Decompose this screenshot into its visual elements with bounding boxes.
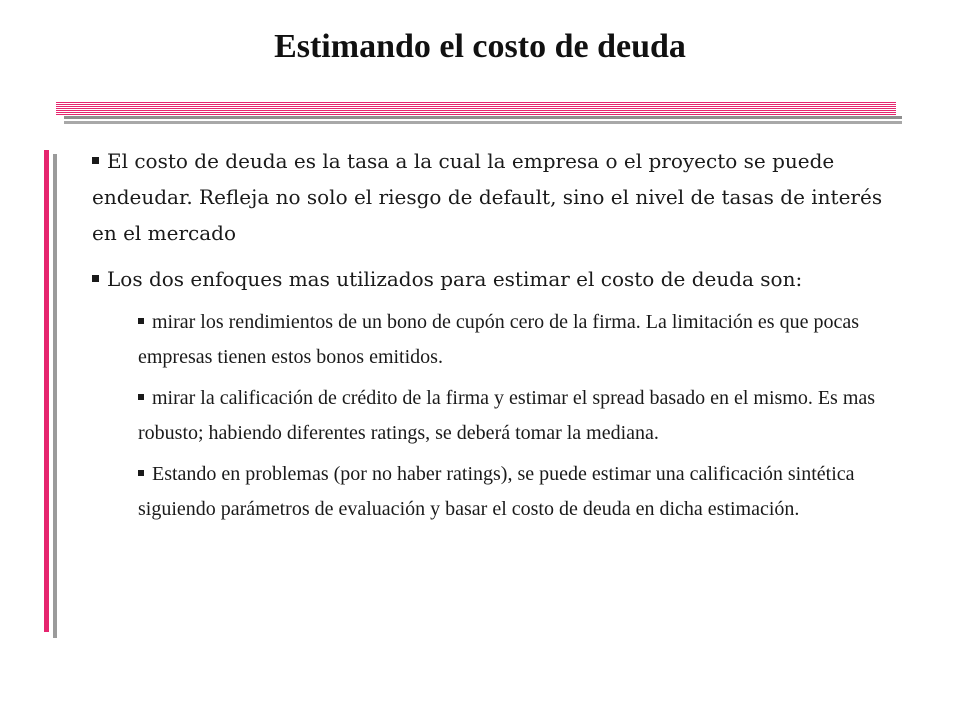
bullet-item [92, 143, 892, 251]
square-bullet-icon [92, 275, 99, 282]
square-bullet-icon [138, 394, 144, 400]
slide-title: Estimando el costo de deuda [274, 28, 686, 65]
sub-bullet-item [138, 381, 892, 451]
title-underline-grey-line [64, 121, 902, 124]
square-bullet-icon [138, 470, 144, 476]
square-bullet-icon [138, 318, 144, 324]
sub-bullet-item [138, 457, 892, 527]
sub-bullet-text: Estando en problemas (por no haber ratings), se puede estimar una calificación sintética siguiendo parámetros de evaluación y basar el costo de deuda en dicha estimación. [138, 463, 855, 520]
title-underline-pink-stripe [56, 102, 896, 115]
left-accent-bar-grey [53, 154, 57, 638]
sub-bullet-text: mirar los rendimientos de un bono de cupón cero de la firma. La limitación es que pocas empresas tienen estos bonos emitidos. [138, 311, 860, 368]
bullet-text: Los dos enfoques mas utilizados para estimar el costo de deuda son: [107, 267, 803, 291]
square-bullet-icon [92, 157, 99, 164]
title-underline-grey-line [64, 116, 902, 119]
left-accent-bar-pink [44, 150, 49, 632]
bullet-item [92, 261, 892, 297]
slide-body [92, 143, 892, 533]
bullet-text: El costo de deuda es la tasa a la cual la empresa o el proyecto se puede endeudar. Refleja no solo el riesgo de default, sino el nivel de tasas de interés en el mercado [92, 149, 883, 245]
title-underline [56, 102, 902, 126]
sub-bullet-text: mirar la calificación de crédito de la firma y estimar el spread basado en el mismo. Es mas robusto; habiendo diferentes ratings, se deberá tomar la mediana. [138, 387, 876, 444]
sub-bullet-item [138, 305, 892, 375]
